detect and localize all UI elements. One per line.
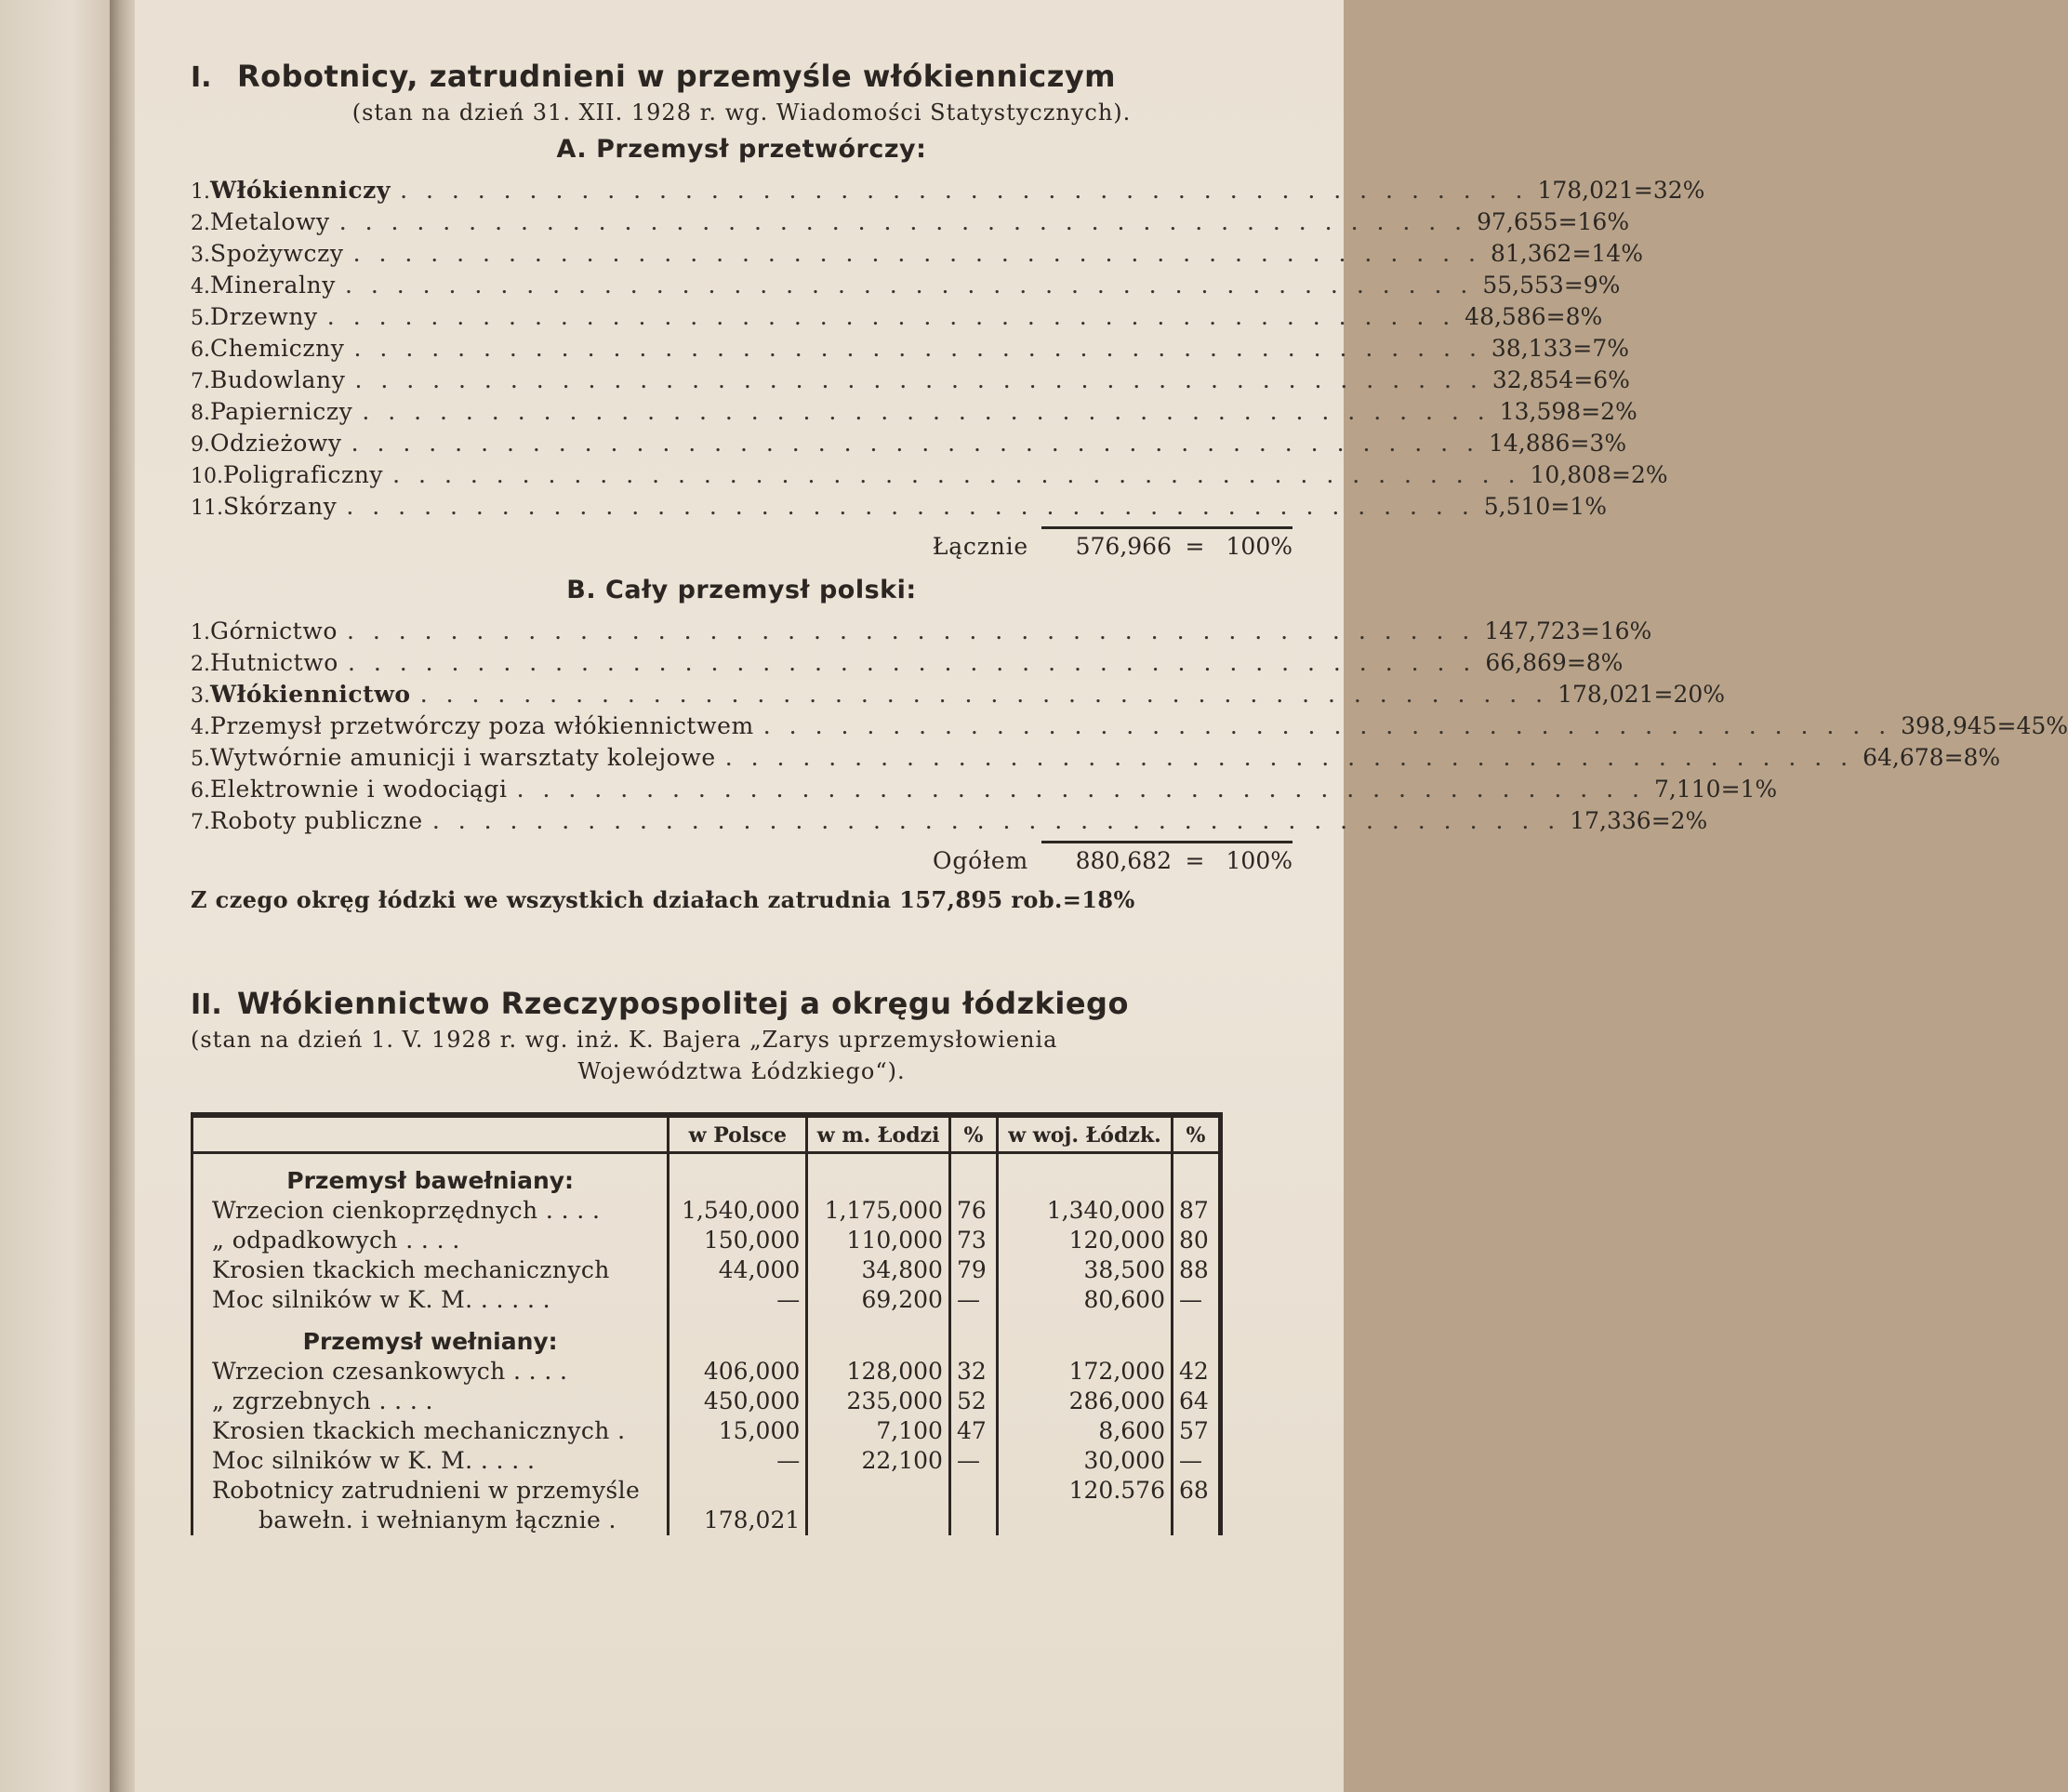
partB-total bbox=[191, 847, 1292, 881]
table-row-workers-cont bbox=[192, 1506, 1221, 1535]
section2-roman: II. bbox=[191, 989, 222, 1021]
leader-dots: . . . . . . . . . . . . . . . . . . . . . . . . . . . . . . . . . . . . . . . . . . . . bbox=[346, 493, 1475, 520]
partA-row-name: Drzewny bbox=[210, 303, 318, 330]
left-page-edge bbox=[0, 0, 119, 1792]
cell-pct2: 64 bbox=[1173, 1387, 1221, 1416]
list-item bbox=[191, 240, 1643, 272]
partA-total-label: Łącznie bbox=[932, 533, 1028, 560]
partA-row-pct: 8% bbox=[1565, 303, 1603, 330]
section1-summary: Z czego okręg łódzki we wszystkich działach zatrudnia 157,895 rob.=18% bbox=[191, 886, 1135, 913]
row-label: „ zgrzebnych . . . . bbox=[212, 1387, 433, 1414]
partB-row-value: 64,678 bbox=[1863, 744, 1944, 771]
leader-dots: . . . . . . . . . . . . . . . . . . . . . . . . . . . . . . . . . . . . . . . . . . . . bbox=[419, 681, 1549, 708]
partA-row-name: Papierniczy bbox=[210, 398, 353, 425]
row-label: Krosien tkackich mechanicznych . bbox=[212, 1417, 626, 1444]
list-item bbox=[191, 461, 1668, 493]
partB-row-pct: 1% bbox=[1740, 776, 1778, 803]
partA-row-num: 10. bbox=[191, 465, 223, 488]
list-item bbox=[191, 776, 1778, 807]
partB-row-eq: = bbox=[1580, 617, 1600, 644]
partB-list bbox=[191, 617, 2068, 839]
partA-row-name: Spożywczy bbox=[210, 240, 344, 267]
partA-total-value: 576,966 bbox=[1075, 533, 1172, 560]
table-row bbox=[192, 1357, 1221, 1387]
cell-lodz: 235,000 bbox=[807, 1387, 950, 1416]
partA-row-pct: 32% bbox=[1652, 177, 1705, 204]
partB-row-pct: 8% bbox=[1585, 649, 1624, 676]
partA-row-value: 10,808 bbox=[1530, 461, 1612, 488]
cell-pct2: 87 bbox=[1173, 1196, 1221, 1226]
cell-pct1: — bbox=[949, 1285, 997, 1315]
partA-list bbox=[191, 177, 1705, 524]
partA-row-num: 2. bbox=[191, 212, 210, 235]
cell-pct2: 88 bbox=[1173, 1255, 1221, 1285]
cell-woj: 1,340,000 bbox=[997, 1196, 1172, 1226]
partA-row-value: 14,886 bbox=[1488, 430, 1571, 457]
header-pct2: % bbox=[1173, 1115, 1221, 1153]
partA-row-value: 178,021 bbox=[1537, 177, 1634, 204]
leader-dots: . . . . . . . . . . . . . . . . . . . . . . . . . . . . . . . . . . . . . . . . . . . . bbox=[338, 208, 1468, 235]
partB-row-value: 7,110 bbox=[1654, 776, 1721, 803]
partB-row-value: 147,723 bbox=[1484, 617, 1581, 644]
leader-dots: . . . . . . . . . . . . . . . . . . . . . . . . . . . . . . . . . . . . . . . . . . . . bbox=[400, 177, 1529, 204]
section1-heading bbox=[191, 59, 1292, 94]
partB-row-eq: = bbox=[1566, 649, 1586, 676]
partA-row-name: Poligraficzny bbox=[223, 461, 384, 488]
partA-row-pct: 2% bbox=[1600, 398, 1637, 425]
list-item bbox=[191, 366, 1630, 398]
partA-row-eq: = bbox=[1545, 303, 1566, 330]
partA-row-pct: 14% bbox=[1591, 240, 1643, 267]
cell-woj: 30,000 bbox=[997, 1446, 1172, 1476]
cell-polska: 450,000 bbox=[669, 1387, 807, 1416]
cell-pct1: 73 bbox=[949, 1226, 997, 1255]
partB-row-eq: = bbox=[1720, 776, 1741, 803]
group-cotton-heading: Przemysł bawełniany: bbox=[286, 1167, 575, 1194]
table-row bbox=[192, 1196, 1221, 1226]
partA-row-num: 11. bbox=[191, 497, 223, 520]
partA-row-name: Skórzany bbox=[223, 493, 338, 520]
empty-cell bbox=[669, 1153, 807, 1197]
leader-dots: . . . . . . . . . . . . . . . . . . . . . . . . . . . . . . . . . . . . . . . . . . . . bbox=[353, 335, 1482, 362]
leader-dots: . . . . . . . . . . . . . . . . . . . . . . . . . . . . . . . . . . . . . . . . . . . . bbox=[326, 303, 1456, 330]
list-item bbox=[191, 493, 1607, 524]
partB-row-num: 6. bbox=[191, 779, 210, 803]
row-label: Moc silników w K. M. . . . . . bbox=[212, 1286, 550, 1313]
cell-polska: — bbox=[669, 1285, 807, 1315]
partA-row-name: Budowlany bbox=[210, 366, 346, 393]
partB-row-name: Przemysł przetwórczy poza włókiennictwem bbox=[210, 712, 754, 739]
partA-row-value: 97,655 bbox=[1477, 208, 1558, 235]
empty-cell bbox=[949, 1153, 997, 1197]
section2-subtitle-line2: Województwa Łódzkiego“). bbox=[577, 1058, 906, 1084]
partB-row-num: 3. bbox=[191, 684, 210, 708]
empty-cell bbox=[949, 1476, 997, 1506]
cell-lodz: 69,200 bbox=[807, 1285, 950, 1315]
partA-row-eq: = bbox=[1572, 335, 1593, 362]
partA-row-eq: = bbox=[1563, 272, 1584, 299]
partA-row-num: 4. bbox=[191, 275, 210, 299]
empty-cell bbox=[669, 1315, 807, 1357]
textile-table bbox=[191, 1112, 1223, 1535]
cell-woj: 38,500 bbox=[997, 1255, 1172, 1285]
cell-pct2: — bbox=[1173, 1446, 1221, 1476]
cell-polska: 1,540,000 bbox=[669, 1196, 807, 1226]
section1-title: Robotnicy, zatrudnieni w przemyśle włókienniczym bbox=[237, 59, 1117, 94]
cell-woj: 80,600 bbox=[997, 1285, 1172, 1315]
empty-cell bbox=[669, 1476, 807, 1506]
list-item bbox=[191, 712, 2068, 744]
empty-cell bbox=[949, 1506, 997, 1535]
partB-row-value: 17,336 bbox=[1570, 807, 1651, 834]
list-item bbox=[191, 303, 1603, 335]
partB-row-name: Elektrownie i wodociągi bbox=[210, 776, 508, 803]
partB-heading: B. Cały przemysł polski: bbox=[566, 576, 917, 604]
partB-row-value: 66,869 bbox=[1485, 649, 1567, 676]
partA-row-eq: = bbox=[1571, 240, 1592, 267]
list-item bbox=[191, 744, 2001, 776]
list-item bbox=[191, 335, 1630, 366]
partA-rule bbox=[191, 524, 1292, 533]
partB-row-num: 4. bbox=[191, 716, 210, 739]
partA-row-value: 32,854 bbox=[1491, 366, 1574, 393]
partA-row-value: 48,586 bbox=[1465, 303, 1546, 330]
cell-pct1: 52 bbox=[949, 1387, 997, 1416]
partA-row-num: 9. bbox=[191, 433, 210, 457]
cell-polska: 406,000 bbox=[669, 1357, 807, 1387]
partA-total-pct: 100% bbox=[1226, 533, 1292, 560]
partA-total-eq: = bbox=[1185, 533, 1205, 560]
partA-row-eq: = bbox=[1558, 208, 1578, 235]
partB-total-eq: = bbox=[1185, 847, 1205, 874]
partA-row-name: Chemiczny bbox=[210, 335, 345, 362]
section2-subtitle-line1: (stan na dzień 1. V. 1928 r. wg. inż. K. Bajera „Zarys uprzemysłowienia bbox=[191, 1027, 1058, 1053]
partB-row-pct: 20% bbox=[1673, 681, 1726, 708]
partA-row-pct: 9% bbox=[1583, 272, 1621, 299]
empty-cell bbox=[1173, 1315, 1221, 1357]
partA-row-value: 81,362 bbox=[1490, 240, 1572, 267]
partA-row-name: Mineralny bbox=[210, 272, 336, 299]
list-item bbox=[191, 617, 1652, 649]
partB-row-value: 398,945 bbox=[1901, 712, 1997, 739]
table-row bbox=[192, 1446, 1221, 1476]
leader-dots: . . . . . . . . . . . . . . . . . . . . . . . . . . . . . . . . . . . . . . . . . . . . bbox=[354, 366, 1483, 393]
partA-row-eq: = bbox=[1611, 461, 1631, 488]
partB-row-pct: 45% bbox=[2016, 712, 2068, 739]
partA-row-value: 55,553 bbox=[1482, 272, 1564, 299]
cell-polska: 178,021 bbox=[669, 1506, 807, 1535]
partA-heading: A. Przemysł przetwórczy: bbox=[556, 135, 927, 164]
table-row bbox=[192, 1285, 1221, 1315]
partB-total-pct: 100% bbox=[1226, 847, 1292, 874]
section2-title: Włókiennictwo Rzeczypospolitej a okręgu łódzkiego bbox=[237, 986, 1129, 1021]
cell-lodz: 22,100 bbox=[807, 1446, 950, 1476]
empty-cell bbox=[1173, 1153, 1221, 1197]
partB-row-pct: 16% bbox=[1599, 617, 1652, 644]
partB-row-num: 2. bbox=[191, 653, 210, 676]
partB-row-eq: = bbox=[1653, 681, 1674, 708]
partB-total-value: 880,682 bbox=[1075, 847, 1172, 874]
partA-row-eq: = bbox=[1573, 366, 1594, 393]
page-content bbox=[191, 51, 2068, 1535]
row-label: Moc silników w K. M. . . . . bbox=[212, 1447, 536, 1474]
cell-pct2: 42 bbox=[1173, 1357, 1221, 1387]
partB-row-pct: 2% bbox=[1670, 807, 1708, 834]
row-label: Wrzecion cienkoprzędnych . . . . bbox=[212, 1197, 601, 1224]
cell-lodz: 110,000 bbox=[807, 1226, 950, 1255]
empty-cell bbox=[807, 1476, 950, 1506]
partB-row-name: Wytwórnie amunicji i warsztaty kolejowe bbox=[210, 744, 716, 771]
leader-dots: . . . . . . . . . . . . . . . . . . . . . . . . . . . . . . . . . . . . . . . . . . . . bbox=[346, 617, 1476, 644]
header-polska: w Polsce bbox=[669, 1115, 807, 1153]
cell-pct1: 47 bbox=[949, 1416, 997, 1446]
partA-row-num: 8. bbox=[191, 402, 210, 425]
table-row bbox=[192, 1255, 1221, 1285]
empty-cell bbox=[807, 1315, 950, 1357]
cell-woj: 120.576 bbox=[997, 1476, 1172, 1506]
cell-pct2: 80 bbox=[1173, 1226, 1221, 1255]
book-gutter bbox=[110, 0, 138, 1792]
partA-row-value: 5,510 bbox=[1483, 493, 1551, 520]
partB-row-num: 7. bbox=[191, 811, 210, 834]
cell-woj: 120,000 bbox=[997, 1226, 1172, 1255]
empty-cell bbox=[807, 1506, 950, 1535]
table-row bbox=[192, 1416, 1221, 1446]
partA-row-name: Metalowy bbox=[210, 208, 330, 235]
leader-dots: . . . . . . . . . . . . . . . . . . . . . . . . . . . . . . . . . . . . . . . . . . . . bbox=[352, 240, 1481, 267]
row-label: „ odpadkowych . . . . bbox=[212, 1227, 460, 1254]
empty-cell bbox=[997, 1506, 1172, 1535]
partA-total bbox=[191, 533, 1292, 566]
table-row-workers bbox=[192, 1476, 1221, 1506]
leader-dots: . . . . . . . . . . . . . . . . . . . . . . . . . . . . . . . . . . . . . . . . . . . . bbox=[431, 807, 1561, 834]
list-item bbox=[191, 681, 1726, 712]
table-group-row bbox=[192, 1315, 1221, 1357]
partA-row-pct: 1% bbox=[1570, 493, 1607, 520]
partA-row-eq: = bbox=[1550, 493, 1571, 520]
partA-row-pct: 7% bbox=[1592, 335, 1630, 362]
partB-row-eq: = bbox=[1943, 744, 1964, 771]
partA-row-pct: 6% bbox=[1593, 366, 1630, 393]
partB-row-name: Roboty publiczne bbox=[210, 807, 423, 834]
list-item bbox=[191, 208, 1630, 240]
list-item bbox=[191, 807, 1708, 839]
partA-row-name: Włókienniczy bbox=[210, 177, 391, 204]
cell-woj: 172,000 bbox=[997, 1357, 1172, 1387]
book-page bbox=[135, 0, 2068, 1792]
cell-pct2: — bbox=[1173, 1285, 1221, 1315]
partB-row-name: Włókiennictwo bbox=[210, 681, 411, 708]
leader-dots: . . . . . . . . . . . . . . . . . . . . . . . . . . . . . . . . . . . . . . . . . . . . bbox=[724, 744, 1854, 771]
partA-row-num: 1. bbox=[191, 180, 210, 204]
header-lodz: w m. Łodzi bbox=[807, 1115, 950, 1153]
list-item bbox=[191, 398, 1637, 430]
partA-row-eq: = bbox=[1581, 398, 1601, 425]
leader-dots: . . . . . . . . . . . . . . . . . . . . . . . . . . . . . . . . . . . . . . . . . . . . bbox=[347, 649, 1477, 676]
table-body bbox=[192, 1153, 1221, 1536]
cell-pct2: 57 bbox=[1173, 1416, 1221, 1446]
partB-row-value: 178,021 bbox=[1558, 681, 1654, 708]
workers-label-1: Robotnicy zatrudnieni w przemyśle bbox=[212, 1477, 641, 1504]
partA-row-num: 7. bbox=[191, 370, 210, 393]
table-row bbox=[192, 1387, 1221, 1416]
list-item bbox=[191, 430, 1627, 461]
cell-woj: 8,600 bbox=[997, 1416, 1172, 1446]
partA-row-num: 6. bbox=[191, 338, 210, 362]
leader-dots: . . . . . . . . . . . . . . . . . . . . . . . . . . . . . . . . . . . . . . . . . . . . bbox=[762, 712, 1892, 739]
cell-polska: 15,000 bbox=[669, 1416, 807, 1446]
list-item bbox=[191, 177, 1705, 208]
empty-cell bbox=[1173, 1506, 1221, 1535]
cell-lodz: 34,800 bbox=[807, 1255, 950, 1285]
cell-pct1: 32 bbox=[949, 1357, 997, 1387]
cell-pct2: 68 bbox=[1173, 1476, 1221, 1506]
cell-pct1: — bbox=[949, 1446, 997, 1476]
cell-pct1: 79 bbox=[949, 1255, 997, 1285]
leader-dots: . . . . . . . . . . . . . . . . . . . . . . . . . . . . . . . . . . . . . . . . . . . . bbox=[362, 398, 1491, 425]
cell-pct1: 76 bbox=[949, 1196, 997, 1226]
partA-row-pct: 3% bbox=[1589, 430, 1627, 457]
header-woj: w woj. Łódzk. bbox=[997, 1115, 1172, 1153]
partA-row-value: 38,133 bbox=[1491, 335, 1573, 362]
partA-row-pct: 2% bbox=[1630, 461, 1668, 488]
empty-cell bbox=[949, 1315, 997, 1357]
section2 bbox=[191, 986, 1292, 1535]
partA-row-eq: = bbox=[1633, 177, 1653, 204]
header-pct1: % bbox=[949, 1115, 997, 1153]
leader-dots: . . . . . . . . . . . . . . . . . . . . . . . . . . . . . . . . . . . . . . . . . . . . bbox=[516, 776, 1645, 803]
leader-dots: . . . . . . . . . . . . . . . . . . . . . . . . . . . . . . . . . . . . . . . . . . . . bbox=[344, 272, 1474, 299]
cell-lodz: 1,175,000 bbox=[807, 1196, 950, 1226]
partA-row-num: 3. bbox=[191, 244, 210, 267]
leader-dots: . . . . . . . . . . . . . . . . . . . . . . . . . . . . . . . . . . . . . . . . . . . . bbox=[392, 461, 1521, 488]
partB-row-pct: 8% bbox=[1963, 744, 2001, 771]
table-group-row bbox=[192, 1153, 1221, 1197]
partB-row-num: 5. bbox=[191, 748, 210, 771]
group-wool-heading: Przemysł wełniany: bbox=[302, 1328, 558, 1355]
partB-rule bbox=[191, 839, 1292, 847]
cell-lodz: 128,000 bbox=[807, 1357, 950, 1387]
section1-roman: I. bbox=[191, 61, 212, 94]
empty-cell bbox=[807, 1153, 950, 1197]
partB-row-eq: = bbox=[1996, 712, 2017, 739]
partB-row-name: Górnictwo bbox=[210, 617, 338, 644]
partA-row-value: 13,598 bbox=[1499, 398, 1582, 425]
cell-polska: — bbox=[669, 1446, 807, 1476]
partA-row-num: 5. bbox=[191, 307, 210, 330]
section1-subtitle: (stan na dzień 31. XII. 1928 r. wg. Wiadomości Statystycznych). bbox=[351, 100, 1132, 126]
row-label: Krosien tkackich mechanicznych bbox=[212, 1256, 610, 1283]
list-item bbox=[191, 272, 1621, 303]
cell-polska: 150,000 bbox=[669, 1226, 807, 1255]
table-row bbox=[192, 1226, 1221, 1255]
partB-row-num: 1. bbox=[191, 621, 210, 644]
section2-heading bbox=[191, 986, 1292, 1021]
leader-dots: . . . . . . . . . . . . . . . . . . . . . . . . . . . . . . . . . . . . . . . . . . . . bbox=[351, 430, 1479, 457]
partA-row-name: Odzieżowy bbox=[210, 430, 342, 457]
partB-row-name: Hutnictwo bbox=[210, 649, 338, 676]
row-label: Wrzecion czesankowych . . . . bbox=[212, 1358, 568, 1385]
cell-lodz: 7,100 bbox=[807, 1416, 950, 1446]
partB-total-label: Ogółem bbox=[933, 847, 1028, 874]
empty-cell bbox=[997, 1315, 1172, 1357]
partB-row-eq: = bbox=[1650, 807, 1671, 834]
cell-polska: 44,000 bbox=[669, 1255, 807, 1285]
empty-cell bbox=[997, 1153, 1172, 1197]
table-header-row bbox=[192, 1115, 1221, 1153]
partA-row-eq: = bbox=[1570, 430, 1590, 457]
cell-woj: 286,000 bbox=[997, 1387, 1172, 1416]
partA-row-pct: 16% bbox=[1577, 208, 1630, 235]
workers-label-2: bawełn. i wełnianym łącznie . bbox=[258, 1507, 616, 1533]
header-blank bbox=[192, 1115, 669, 1153]
list-item bbox=[191, 649, 1624, 681]
